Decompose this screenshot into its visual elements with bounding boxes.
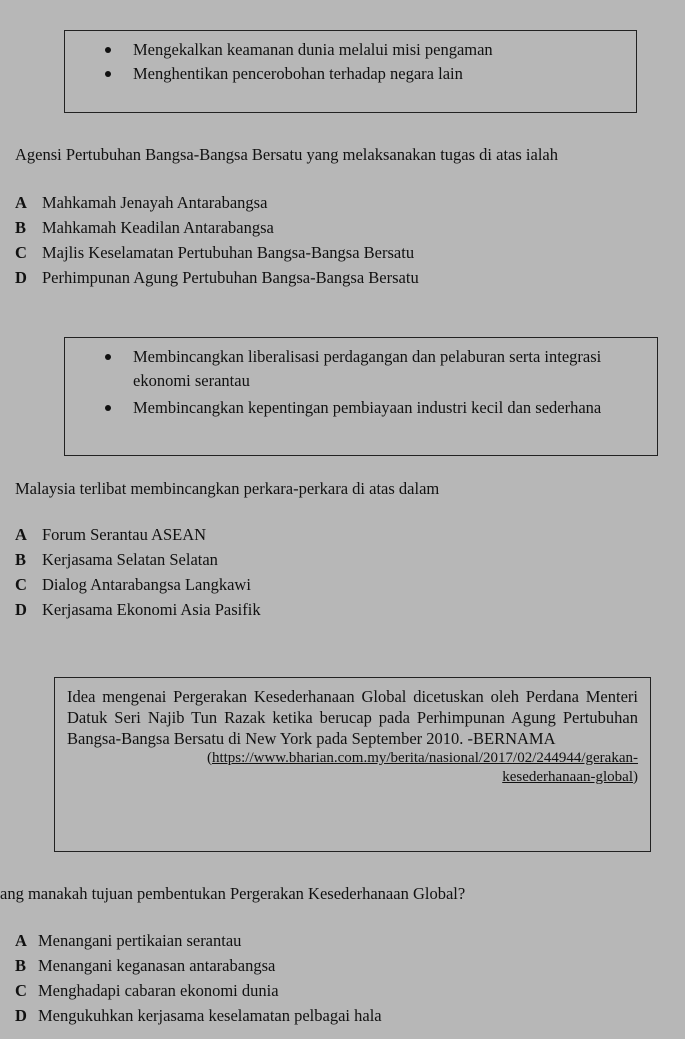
q1-option-d[interactable]: D Perhimpunan Agung Pertubuhan Bangsa-Bangsa Bersatu: [15, 268, 419, 287]
q2-option-d[interactable]: D Kerjasama Ekonomi Asia Pasifik: [15, 600, 261, 619]
q2-option-b[interactable]: B Kerjasama Selatan Selatan: [15, 550, 218, 569]
q3-option-a[interactable]: A Menangani pertikaian serantau: [15, 931, 242, 950]
q1-bullet-item: Mengekalkan keamanan dunia melalui misi pengaman: [65, 38, 636, 62]
q2-bullet-item: Membincangkan liberalisasi perdagangan dan pelaburan serta integrasi ekonomi serantau: [65, 345, 627, 393]
q1-question-stem: Agensi Pertubuhan Bangsa-Bangsa Bersatu yang melaksanakan tugas di atas ialah: [15, 145, 558, 164]
q1-option-b[interactable]: B Mahkamah Keadilan Antarabangsa: [15, 218, 274, 237]
q3-passage-box: [54, 677, 651, 852]
q2-bullet-item: Membincangkan kepentingan pembiayaan industri kecil dan sederhana: [65, 396, 627, 420]
q3-passage-text: Idea mengenai Pergerakan Kesederhanaan Global dicetuskan oleh Perdana Menteri Datuk Seri Najib Tun Razak ketika berucap pada Perhimpunan Agung Pertubuhan Bangsa-Bangsa Bersatu di New York pada September 2010. -BERNAMA: [67, 687, 638, 748]
q1-option-a[interactable]: A Mahkamah Jenayah Antarabangsa: [15, 193, 268, 212]
q1-bullet-item: Menghentikan pencerobohan terhadap negara lain: [65, 62, 636, 86]
q3-question-stem: ang manakah tujuan pembentukan Pergerakan Kesederhanaan Global?: [0, 884, 466, 903]
q2-option-a[interactable]: A Forum Serantau ASEAN: [15, 525, 207, 544]
q2-info-box: [64, 337, 658, 456]
q3-option-d[interactable]: D Mengukuhkan kerjasama keselamatan pelbagai hala: [15, 1006, 382, 1025]
q1-options: [15, 190, 419, 290]
q1-bullet-list: [65, 38, 636, 86]
q2-option-c[interactable]: C Dialog Antarabangsa Langkawi: [15, 575, 251, 594]
q1-option-c[interactable]: C Majlis Keselamatan Pertubuhan Bangsa-Bangsa Bersatu: [15, 243, 415, 262]
q2-question-stem: Malaysia terlibat membincangkan perkara-perkara di atas dalam: [15, 479, 440, 498]
q3-option-c[interactable]: C Menghadapi cabaran ekonomi dunia: [15, 981, 279, 1000]
q2-bullet-list: [65, 345, 627, 420]
q3-option-b[interactable]: B Menangani keganasan antarabangsa: [15, 956, 276, 975]
q3-options: [15, 928, 382, 1028]
q1-info-box: [64, 30, 637, 113]
q3-citation: (https://www.bharian.com.my/berita/nasional/2017/02/244944/gerakan- kesederhanaan-global): [206, 750, 638, 785]
q3-citation-link[interactable]: https://www.bharian.com.my/berita/nasional/2017/02/244944/gerakan- kesederhanaan-global: [211, 750, 638, 785]
q2-options: [15, 522, 261, 622]
